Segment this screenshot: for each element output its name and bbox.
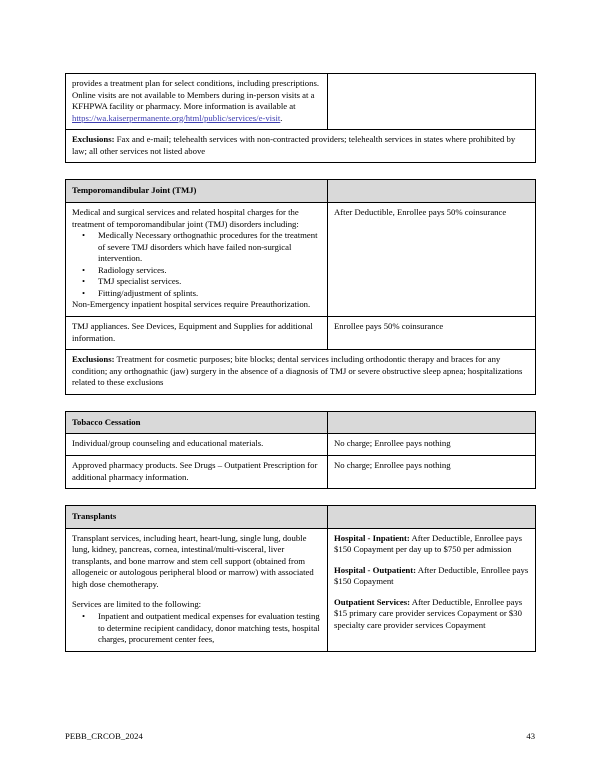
table-row-exclusions [66,130,536,163]
service-after-list-text: Non-Emergency inpatient hospital services require Preauthorization. [72,299,311,310]
service-lead-in: Medical and surgical services and related hospital charges for the treatment of temporomandibular joint (TMJ) disorders including: [72,206,299,229]
coverage-item-label: Hospital - Outpatient: [334,564,417,575]
coverage-cell [328,455,536,488]
list-item: • TMJ specialist services. [72,276,321,288]
coverage-item-text: After Deductible, Enrollee pays $150 Copayment per day up to $750 per admission [334,532,522,555]
service-description-text: Approved pharmacy products. See Drugs – Outpatient Prescription for additional pharmacy information. [72,459,318,482]
coverage-cell [328,434,536,456]
table-row [66,434,536,456]
page-footer [65,731,535,741]
section-title: Transplants [72,511,117,522]
table-row [66,528,536,651]
coverage-item-label: Hospital - Inpatient: [334,532,410,543]
list-item: • Medically Necessary orthognathic procedures for the treatment of severe TMJ disorders which have failed non-surgical intervention. [72,230,321,265]
e-visit-link[interactable]: https://wa.kaiserpermanente.org/html/public/services/e-visit [72,112,281,123]
benefit-table-telehealth-continued [65,73,536,163]
table-header-row-transplants [66,506,536,529]
service-description-text: Individual/group counseling and educational materials. [72,438,264,449]
service-description-trailing: . [280,112,283,123]
list-item: • Radiology services. [72,265,321,277]
service-bullet-list [72,230,321,299]
coverage-item-outpatient-services [334,597,529,632]
table-row [66,317,536,350]
exclusions-text: Treatment for cosmetic purposes; bite blocks; dental services including orthodontic therapy and braces for any condition; any orthognathic (jaw) surgery in the absence of a diagnosis of TMJ or severe obstructive sleep apnea; hospitalizations related to these exclusions [72,354,523,388]
exclusions-label: Exclusions: [72,354,115,365]
section-title-cell [66,411,328,434]
coverage-text: No charge; Enrollee pays nothing [334,438,451,449]
exclusions-cell [66,130,536,163]
section-title-cell [66,506,328,529]
exclusions-label: Exclusions: [72,134,115,145]
page-content [65,73,535,668]
footer-document-id: PEBB_CRCOB_2024 [65,731,143,741]
service-description-cell [66,455,328,488]
list-item: • Inpatient and outpatient medical expenses for evaluation testing to determine recipient candidacy, donor matching tests, hospital charges, procurement center fees, [72,611,321,646]
section-title-right-cell [328,411,536,434]
coverage-cell [328,74,536,130]
service-description-cell [66,434,328,456]
table-row [66,202,536,316]
exclusions-text: Fax and e-mail; telehealth services with non-contracted providers; telehealth services in states where prohibited by law; all other services not listed above [72,134,516,156]
benefit-table-tobacco-cessation [65,411,536,489]
benefit-table-transplants [65,505,536,652]
coverage-item-text: After Deductible, Enrollee pays $150 Copayment [334,564,529,587]
service-paragraph-2-lead-in: Services are limited to the following: [72,599,202,610]
service-description-cell [66,74,328,130]
list-item: • Fitting/adjustment of splints. [72,288,321,300]
table-header-row-tmj [66,180,536,203]
benefit-table-tmj [65,179,536,394]
coverage-item-hospital-outpatient [334,565,529,588]
service-description-text: TMJ appliances. See Devices, Equipment and Supplies for additional information. [72,321,313,343]
coverage-cell [328,528,536,651]
coverage-text: Enrollee pays 50% coinsurance [334,321,444,331]
table-row [66,74,536,130]
service-description-cell [66,528,328,651]
section-title-cell [66,180,328,203]
service-description-cell [66,202,328,316]
section-title-right-cell [328,506,536,529]
table-row [66,455,536,488]
service-description-cell [66,317,328,350]
section-title: Temporomandibular Joint (TMJ) [72,185,197,196]
section-title-right-cell [328,180,536,203]
table-header-row-tobacco-cessation [66,411,536,434]
section-title: Tobacco Cessation [72,416,141,427]
service-description-text: provides a treatment plan for select conditions, including prescriptions. Online visits are not available to Members during in-person visits at a KFHPWA facility or pharmacy. More information is available at [72,78,320,112]
exclusions-cell [66,350,536,395]
service-paragraph-1: Transplant services, including heart, heart-lung, single lung, double lung, kidney, pancreas, cornea, intestinal/multi-visceral, liver transplants, and bone marrow and stem cell support (obtained from allogeneic or autologous peripheral blood or marrow) with associated high dose chemotherapy. [72,532,314,589]
coverage-item-label: Outpatient Services: [334,596,411,607]
table-row-exclusions [66,350,536,395]
coverage-cell [328,317,536,350]
coverage-item-hospital-inpatient [334,533,529,556]
coverage-item-text: After Deductible, Enrollee pays $15 primary care provider services Copayment or $30 specialty care provider services Copayment [334,596,523,630]
coverage-text: No charge; Enrollee pays nothing [334,459,451,470]
coverage-text: After Deductible, Enrollee pays 50% coinsurance [334,206,507,217]
coverage-cell [328,202,536,316]
service-bullet-list [72,611,321,646]
footer-page-number: 43 [526,731,535,741]
